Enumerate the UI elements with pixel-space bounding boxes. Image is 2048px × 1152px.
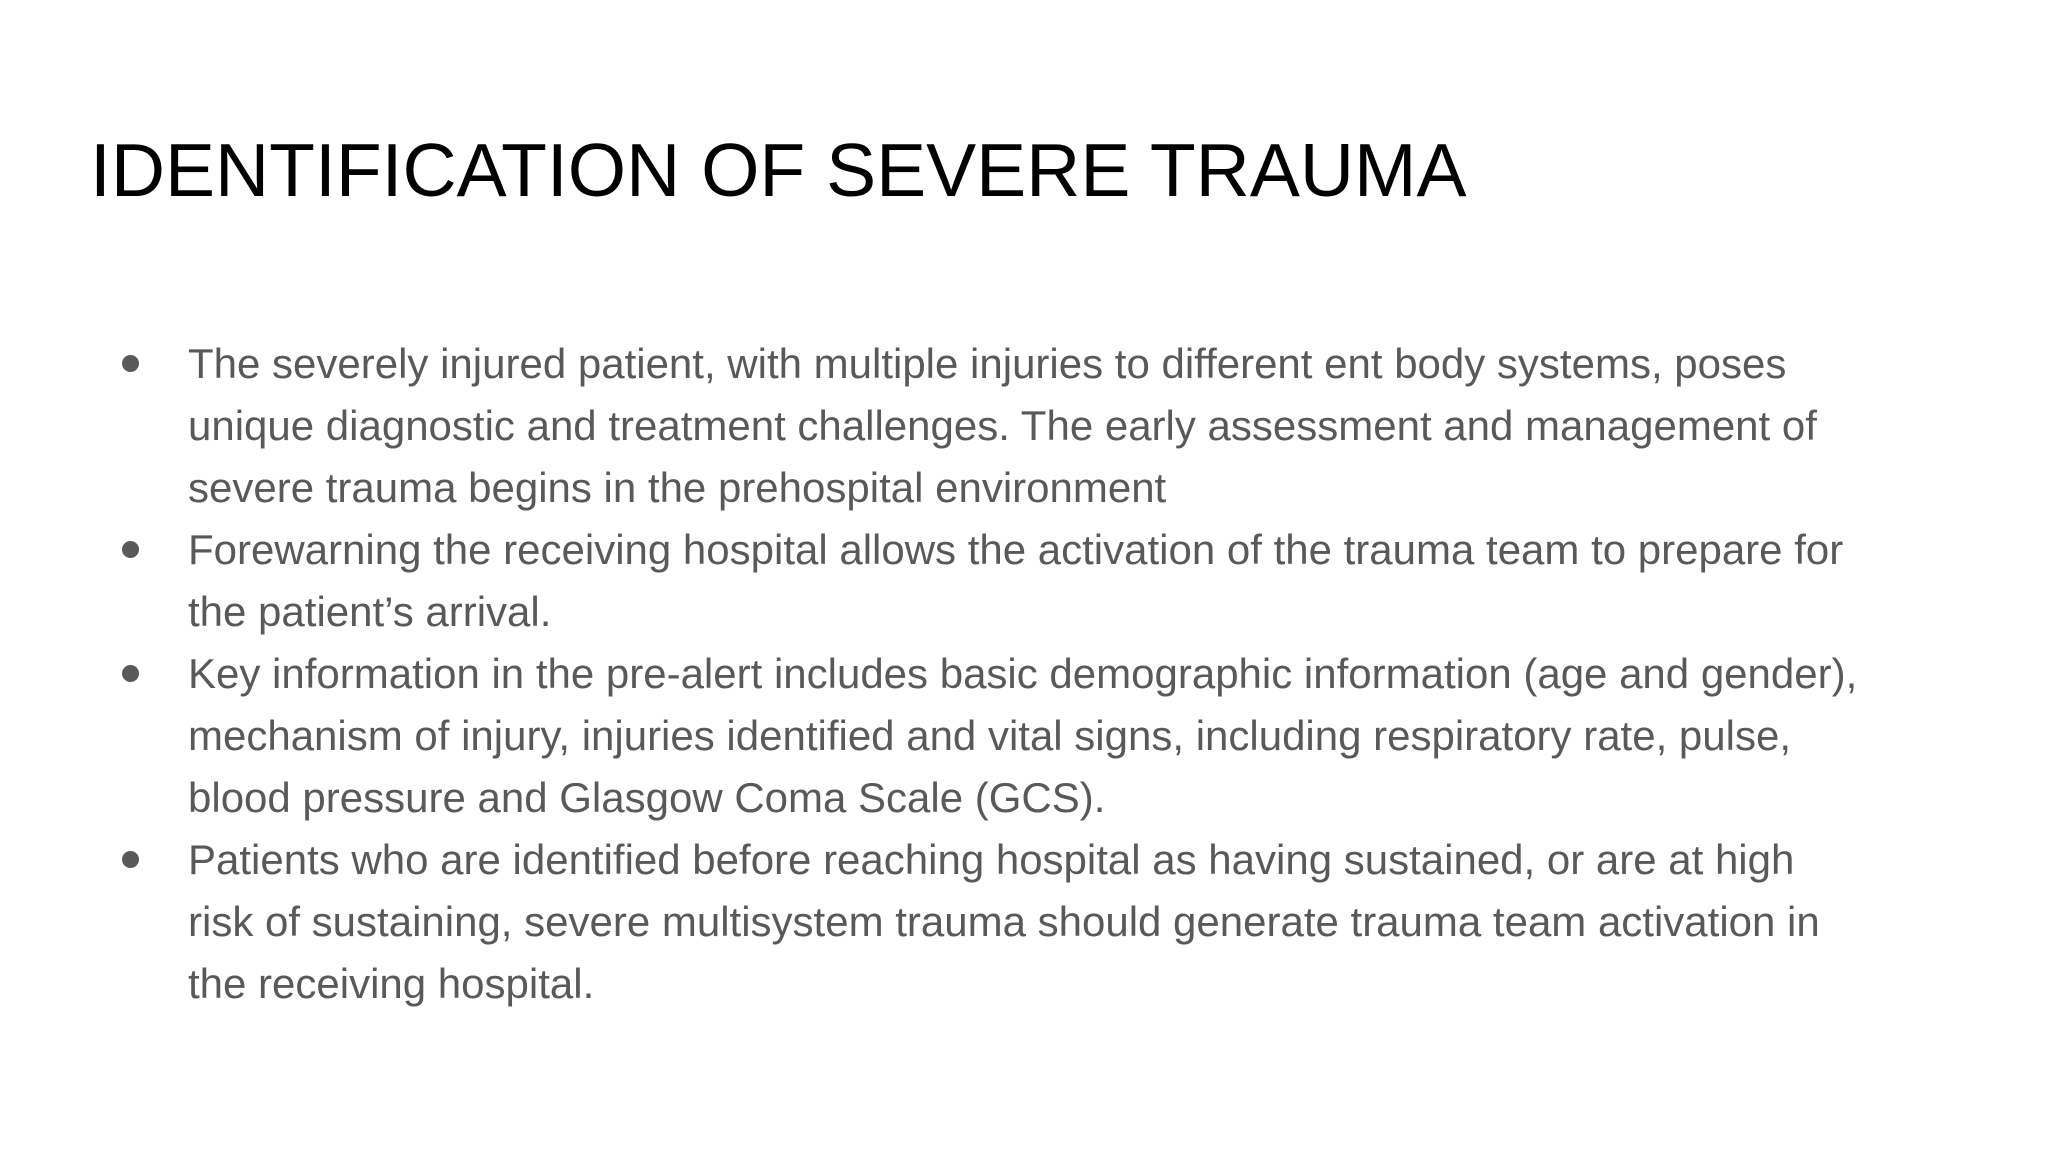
bullet-line: severe trauma begins in the prehospital environment <box>188 464 1167 511</box>
bullet-line: The severely injured patient, with multiple injuries to different ent body systems, poses <box>188 340 1787 387</box>
bullet-dot-icon <box>122 355 139 372</box>
bullet-line: Patients who are identified before reaching hospital as having sustained, or are at high <box>188 836 1795 883</box>
bullet-item <box>0 519 1988 643</box>
bullet-line: the patient’s arrival. <box>188 588 552 635</box>
bullet-list <box>0 333 2048 1015</box>
bullet-line: unique diagnostic and treatment challenges. The early assessment and management of <box>188 402 1817 449</box>
bullet-line: Forewarning the receiving hospital allows the activation of the trauma team to prepare for <box>188 526 1844 573</box>
bullet-line: blood pressure and Glasgow Coma Scale (GCS). <box>188 774 1106 821</box>
bullet-item <box>0 333 1988 519</box>
bullet-dot-icon <box>122 665 139 682</box>
bullet-line: risk of sustaining, severe multisystem trauma should generate trauma team activation in <box>188 898 1820 945</box>
bullet-dot-icon <box>122 541 139 558</box>
bullet-item <box>0 829 1988 1015</box>
bullet-item <box>0 643 1988 829</box>
slide-title: IDENTIFICATION OF SEVERE TRAUMA <box>90 128 1467 212</box>
bullet-line: mechanism of injury, injuries identified and vital signs, including respiratory rate, pulse, <box>188 712 1791 759</box>
bullet-dot-icon <box>122 851 139 868</box>
bullet-line: Key information in the pre-alert includes basic demographic information (age and gender), <box>188 650 1858 697</box>
bullet-line: the receiving hospital. <box>188 960 595 1007</box>
